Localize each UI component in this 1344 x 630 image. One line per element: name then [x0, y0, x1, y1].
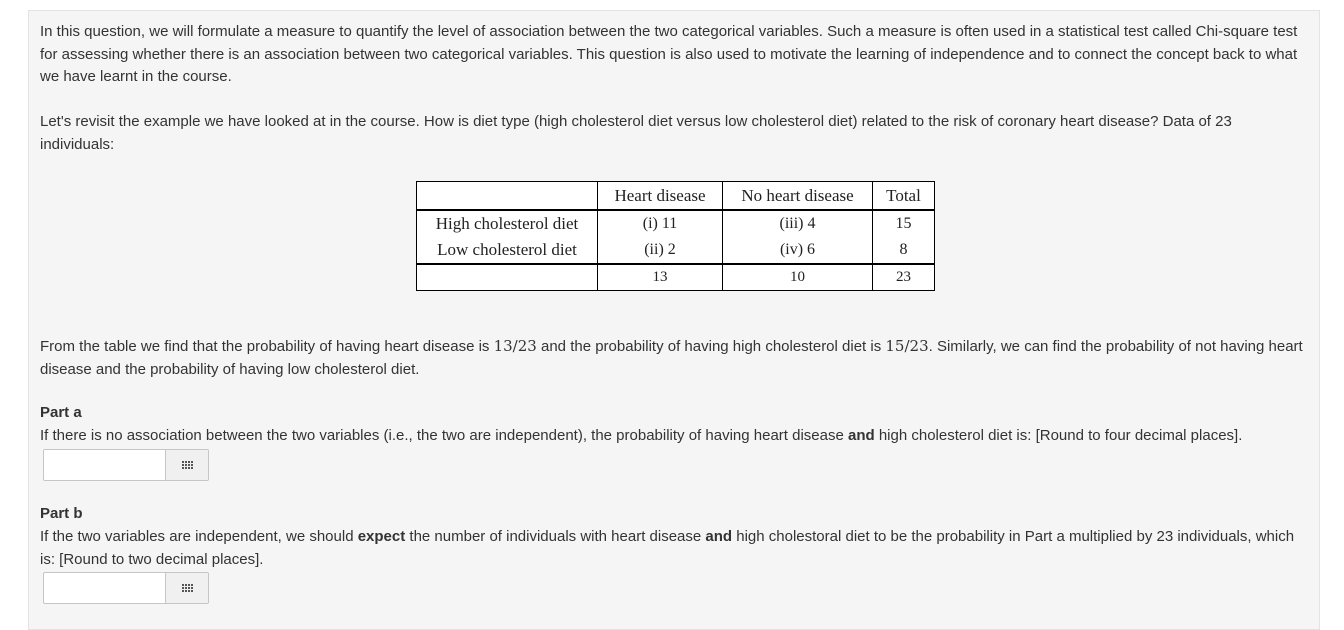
part-b-title: Part b [40, 505, 83, 522]
probability-paragraph: From the table we find that the probability of having heart disease is 13/23 and the probability of having high cholesterol diet is 15/23. Similarly, we can find the probability of not having heart disease and the probability of having low cholesterol diet. [40, 337, 1303, 378]
intro-paragraph-1: In this question, we will formulate a measure to quantify the level of association between the two categorical variables. Such a measure is often used in a statistical test called Chi-square test for assessing whether there is an association between two categorical variables. This question is also used to motivate the learning of independence and to connect the concept back to what we have learnt in the course. [40, 23, 1298, 85]
table-header-total: Total [873, 182, 935, 211]
cell-low-heart: (ii) 2 [598, 237, 723, 264]
table-header-row [417, 182, 935, 211]
part-b-answer-box [43, 572, 209, 604]
question-panel [28, 10, 1320, 630]
contingency-table [416, 181, 935, 291]
part-a-title: Part a [40, 404, 82, 421]
part-a-keypad-button[interactable] [165, 450, 208, 480]
part-b-question: If the two variables are independent, we should expect the number of individuals with heart disease and high cholestoral diet to be the probability in Part a multiplied by 23 individuals, which is: [Round to two decimal places]. [40, 528, 1295, 568]
totals-label [417, 264, 598, 291]
intro-paragraph-2: Let's revisit the example we have looked at in the course. How is diet type (high cholesterol diet versus low cholesterol diet) related to the risk of coronary heart disease? Data of 23 individuals: [40, 113, 1232, 153]
cell-high-no-heart: (iii) 4 [723, 210, 873, 237]
fraction-high-cholesterol: 15/23 [885, 337, 929, 355]
part-a-input[interactable] [44, 450, 165, 480]
keypad-grid-icon [182, 584, 193, 592]
table-header-no-heart-disease: No heart disease [723, 182, 873, 211]
row-label-low-cholesterol: Low cholesterol diet [417, 237, 598, 264]
fraction-heart-disease: 13/23 [493, 337, 537, 355]
table-header-blank [417, 182, 598, 211]
part-b-input[interactable] [44, 573, 165, 603]
part-b-keypad-button[interactable] [165, 573, 208, 603]
cell-low-total: 8 [873, 237, 935, 264]
part-a-question: If there is no association between the two variables (i.e., the two are independent), the probability of having heart disease and high cholesterol diet is: [Round to four decimal places]. [40, 427, 1243, 444]
table-header-heart-disease: Heart disease [598, 182, 723, 211]
total-all: 23 [873, 264, 935, 291]
total-heart: 13 [598, 264, 723, 291]
part-a-answer-box [43, 449, 209, 481]
cell-low-no-heart: (iv) 6 [723, 237, 873, 264]
table-totals-row [417, 264, 935, 291]
cell-high-total: 15 [873, 210, 935, 237]
total-no-heart: 10 [723, 264, 873, 291]
cell-high-heart: (i) 11 [598, 210, 723, 237]
table-row [417, 210, 935, 237]
table-row [417, 237, 935, 264]
row-label-high-cholesterol: High cholesterol diet [417, 210, 598, 237]
keypad-grid-icon [182, 461, 193, 469]
